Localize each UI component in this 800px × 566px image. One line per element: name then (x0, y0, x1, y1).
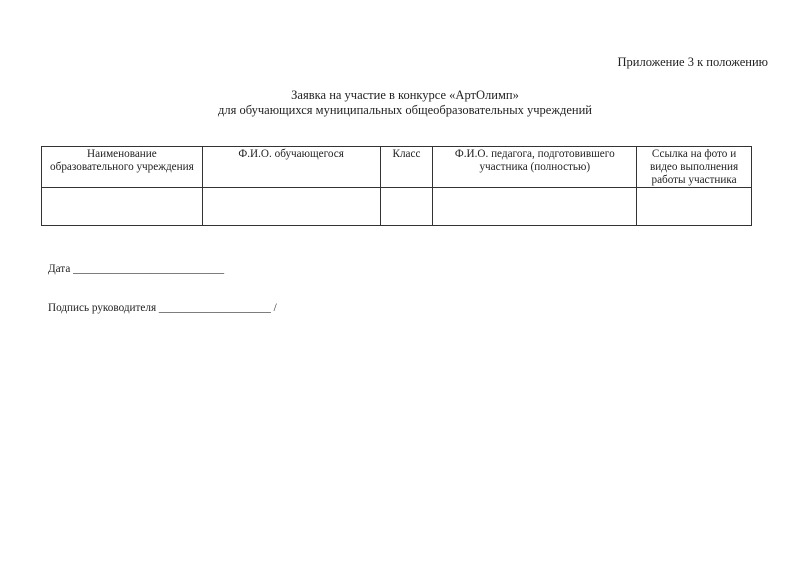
header-media-link: Ссылка на фото и видео выполнения работы участника (637, 147, 752, 188)
head-signature-line: Подпись руководителя ____________________ / (48, 302, 277, 314)
date-line: Дата ___________________________ (48, 263, 225, 275)
cell-student-name[interactable] (202, 188, 380, 226)
cell-media-link[interactable] (637, 188, 752, 226)
cell-teacher-name[interactable] (433, 188, 637, 226)
table-header-row (42, 147, 752, 188)
cell-institution[interactable] (42, 188, 203, 226)
table-row (42, 188, 752, 226)
header-student-name: Ф.И.О. обучающегося (202, 147, 380, 188)
header-grade: Класс (380, 147, 433, 188)
title-line-2: для обучающихся муниципальных общеобразовательных учреждений (218, 103, 592, 117)
application-table (41, 146, 752, 226)
cell-grade[interactable] (380, 188, 433, 226)
title-line-1: Заявка на участие в конкурсе «АртОлимп» (291, 88, 519, 102)
header-institution: Наименование образовательного учреждения (42, 147, 203, 188)
annex-label: Приложение 3 к положению (617, 55, 768, 69)
document-title (150, 88, 660, 118)
header-teacher-name: Ф.И.О. педагога, подготовившего участника (полностью) (433, 147, 637, 188)
